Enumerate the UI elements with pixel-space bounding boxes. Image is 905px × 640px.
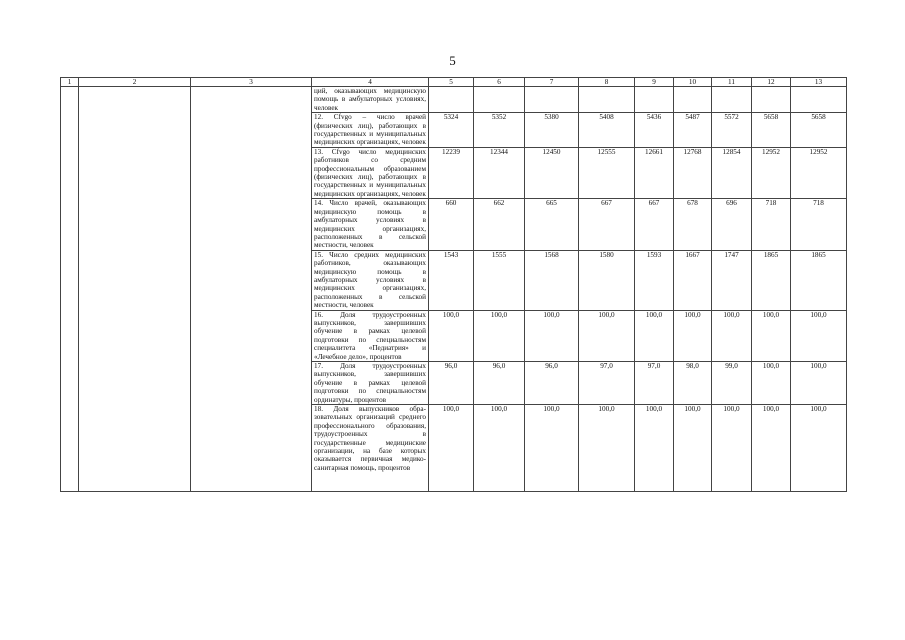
value-cell: 1865 (791, 250, 847, 310)
column-header: 7 (525, 78, 579, 87)
table-row (61, 87, 847, 113)
column-header: 13 (791, 78, 847, 87)
value-cell: 12854 (712, 147, 752, 198)
value-cell: 1747 (712, 250, 752, 310)
header-row (61, 78, 847, 87)
column-header: 1 (61, 78, 79, 87)
indicator-description: 15. Число средних медицинских работников, оказывающих медицинскую помощь в амбулаторных условиях в медицинских организациях, расположенных в сельской местности, человек (312, 250, 429, 310)
indicator-description: 12. Cfvgo – число врачей (физических лиц), работающих в государственных и муниципальных медицинских организациях, человек (312, 113, 429, 148)
value-cell: 100,0 (674, 310, 712, 361)
value-cell: 97,0 (579, 362, 635, 405)
indicator-description: 17. Доля трудоустроенных выпускников, завершивших обучение в рамках целевой подготовки по специальностям ординатуры, процентов (312, 362, 429, 405)
value-cell: 100,0 (712, 310, 752, 361)
value-cell (579, 87, 635, 113)
value-cell: 100,0 (525, 405, 579, 492)
indicator-table (60, 77, 847, 492)
value-cell: 5380 (525, 113, 579, 148)
value-cell: 12450 (525, 147, 579, 198)
value-cell: 5436 (635, 113, 674, 148)
value-cell (429, 87, 474, 113)
indicator-description: 18. Доля выпускников образовательных организаций среднего профессионального образования, трудоустроенных в государственные медицинские организации, на базе которых оказывается первичная медико-санитарная помощь, процентов (312, 405, 429, 492)
value-cell (752, 87, 791, 113)
page-number: 5 (449, 53, 456, 68)
value-cell (674, 87, 712, 113)
value-cell: 1555 (474, 250, 525, 310)
value-cell: 5408 (579, 113, 635, 148)
value-cell: 1593 (635, 250, 674, 310)
value-cell: 100,0 (429, 405, 474, 492)
column-header: 2 (79, 78, 191, 87)
column-header: 6 (474, 78, 525, 87)
value-cell (525, 87, 579, 113)
value-cell: 100,0 (579, 310, 635, 361)
value-cell: 100,0 (791, 362, 847, 405)
value-cell: 718 (791, 199, 847, 250)
value-cell: 12344 (474, 147, 525, 198)
column-header: 9 (635, 78, 674, 87)
indicator-description: 14. Число врачей, оказывающих медицинскую помощь в амбулаторных условиях в медицинских организациях, расположенных в сельской местности, человек (312, 199, 429, 250)
value-cell: 718 (752, 199, 791, 250)
value-cell: 667 (579, 199, 635, 250)
value-cell: 5572 (712, 113, 752, 148)
value-cell: 5487 (674, 113, 712, 148)
merged-cell-col3 (191, 87, 312, 492)
column-header: 8 (579, 78, 635, 87)
value-cell: 1667 (674, 250, 712, 310)
value-cell: 100,0 (791, 405, 847, 492)
value-cell: 1580 (579, 250, 635, 310)
value-cell: 5658 (791, 113, 847, 148)
value-cell: 100,0 (791, 310, 847, 361)
column-header: 4 (312, 78, 429, 87)
value-cell: 100,0 (712, 405, 752, 492)
value-cell: 100,0 (429, 310, 474, 361)
column-header: 10 (674, 78, 712, 87)
value-cell: 96,0 (429, 362, 474, 405)
value-cell: 1568 (525, 250, 579, 310)
value-cell: 100,0 (752, 362, 791, 405)
column-header: 12 (752, 78, 791, 87)
value-cell: 100,0 (752, 310, 791, 361)
value-cell: 100,0 (674, 405, 712, 492)
value-cell: 12768 (674, 147, 712, 198)
value-cell: 1865 (752, 250, 791, 310)
value-cell: 12239 (429, 147, 474, 198)
value-cell: 662 (474, 199, 525, 250)
value-cell: 100,0 (579, 405, 635, 492)
value-cell: 678 (674, 199, 712, 250)
value-cell: 100,0 (525, 310, 579, 361)
value-cell: 660 (429, 199, 474, 250)
value-cell (791, 87, 847, 113)
value-cell: 96,0 (525, 362, 579, 405)
value-cell: 96,0 (474, 362, 525, 405)
merged-cell-col2 (79, 87, 191, 492)
column-header: 3 (191, 78, 312, 87)
value-cell: 100,0 (635, 405, 674, 492)
value-cell: 99,0 (712, 362, 752, 405)
value-cell: 12952 (752, 147, 791, 198)
value-cell: 5658 (752, 113, 791, 148)
column-header: 5 (429, 78, 474, 87)
value-cell: 100,0 (635, 310, 674, 361)
merged-cell-col1 (61, 87, 79, 492)
indicator-description: ций, оказывающих медицинскую помощь в амбулаторных условиях, человек (312, 87, 429, 113)
indicator-description: 16. Доля трудоустроенных выпускников, завершивших обучение в рамках целевой подготовки по специальностям специалитета «Педиатрия» и «Лечебное дело», процентов (312, 310, 429, 361)
value-cell: 100,0 (474, 405, 525, 492)
column-header: 11 (712, 78, 752, 87)
value-cell (635, 87, 674, 113)
value-cell (474, 87, 525, 113)
value-cell: 98,0 (674, 362, 712, 405)
indicator-description: 13. Cfvgo число медицинских работников со средним профессиональным образованием (физических лиц), работающих в государственных и муниципальных медицинских организациях, человек (312, 147, 429, 198)
value-cell (712, 87, 752, 113)
value-cell: 696 (712, 199, 752, 250)
value-cell: 665 (525, 199, 579, 250)
value-cell: 97,0 (635, 362, 674, 405)
value-cell: 667 (635, 199, 674, 250)
value-cell: 12661 (635, 147, 674, 198)
value-cell: 12555 (579, 147, 635, 198)
value-cell: 5352 (474, 113, 525, 148)
value-cell: 1543 (429, 250, 474, 310)
value-cell: 5324 (429, 113, 474, 148)
value-cell: 12952 (791, 147, 847, 198)
value-cell: 100,0 (474, 310, 525, 361)
value-cell: 100,0 (752, 405, 791, 492)
